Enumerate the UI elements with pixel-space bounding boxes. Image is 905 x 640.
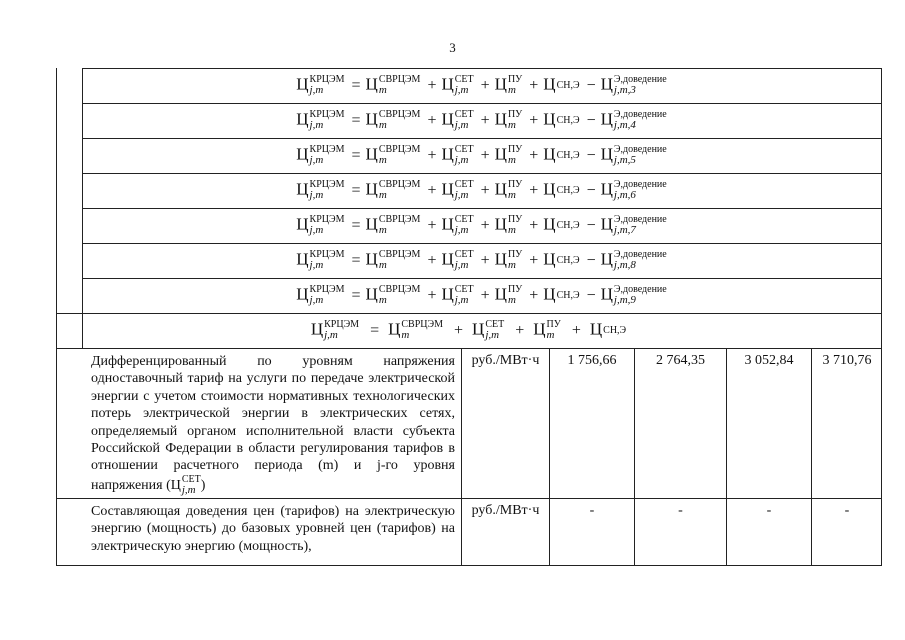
formula-row	[83, 138, 882, 173]
formula: Ц КРЦЭМ j,m = Ц СВРЦЭМ m + Ц СЕТ j,m + Ц ПУ m + Ц СН,Э − Ц Э,доведение j,m,9	[296, 283, 667, 307]
component-unit: руб./МВт·ч	[462, 499, 550, 565]
tariff-description: Дифференцированный по уровням напряжения одноставочный тариф на услуги по передаче электрической энергии с учетом стоимости нормативных технологических потерь электрической энергии в электрических сетях, определяемый органом исполнительной власти субъекта Российской Федерации в области регулирования тарифов в отношении расчетного периода (m) и j-го уровня напряжения (Ц СЕТ j,m )	[57, 349, 462, 498]
tariff-unit: руб./МВт·ч	[462, 349, 550, 498]
component-value-3: -	[727, 499, 812, 565]
formula: Ц КРЦЭМ j,m = Ц СВРЦЭМ m + Ц СЕТ j,m + Ц ПУ m + Ц СН,Э − Ц Э,доведение j,m,4	[296, 108, 667, 132]
final-formula-row	[57, 313, 882, 348]
component-value-2: -	[635, 499, 727, 565]
page-number: 3	[449, 40, 456, 55]
final-formula: Ц КРЦЭМ j,m = Ц СВРЦЭМ m + Ц СЕТ j,m + Ц ПУ m + Ц СН,Э	[310, 318, 627, 342]
formula-row	[83, 278, 882, 313]
formula: Ц КРЦЭМ j,m = Ц СВРЦЭМ m + Ц СЕТ j,m + Ц ПУ m + Ц СН,Э − Ц Э,доведение j,m,8	[296, 248, 667, 272]
formula-row	[83, 173, 882, 208]
index-column	[57, 68, 83, 348]
tariff-table	[56, 68, 882, 566]
tariff-value-2: 2 764,35	[635, 349, 727, 498]
formula: Ц КРЦЭМ j,m = Ц СВРЦЭМ m + Ц СЕТ j,m + Ц ПУ m + Ц СН,Э − Ц Э,доведение j,m,7	[296, 213, 667, 237]
component-description: Составляющая доведения цен (тарифов) на электрическую энергию (мощность) до базовых уровней цен (тарифов) на электрическую энергию (мощность),	[57, 499, 462, 565]
tariff-row	[57, 348, 882, 498]
formula: Ц КРЦЭМ j,m = Ц СВРЦЭМ m + Ц СЕТ j,m + Ц ПУ m + Ц СН,Э − Ц Э,доведение j,m,6	[296, 178, 667, 202]
tariff-value-1: 1 756,66	[550, 349, 635, 498]
formula: Ц КРЦЭМ j,m = Ц СВРЦЭМ m + Ц СЕТ j,m + Ц ПУ m + Ц СН,Э − Ц Э,доведение j,m,3	[296, 73, 667, 97]
tariff-value-4: 3 710,76	[822, 353, 872, 368]
formula-row	[83, 208, 882, 243]
formula: Ц КРЦЭМ j,m = Ц СВРЦЭМ m + Ц СЕТ j,m + Ц ПУ m + Ц СН,Э − Ц Э,доведение j,m,5	[296, 143, 667, 167]
component-value-1: -	[550, 499, 635, 565]
tariff-value-3: 3 052,84	[727, 349, 812, 498]
formula-row	[83, 68, 882, 103]
component-row	[57, 498, 882, 565]
component-value-4: -	[844, 503, 850, 518]
formula-row	[83, 243, 882, 278]
formula-row	[83, 103, 882, 138]
